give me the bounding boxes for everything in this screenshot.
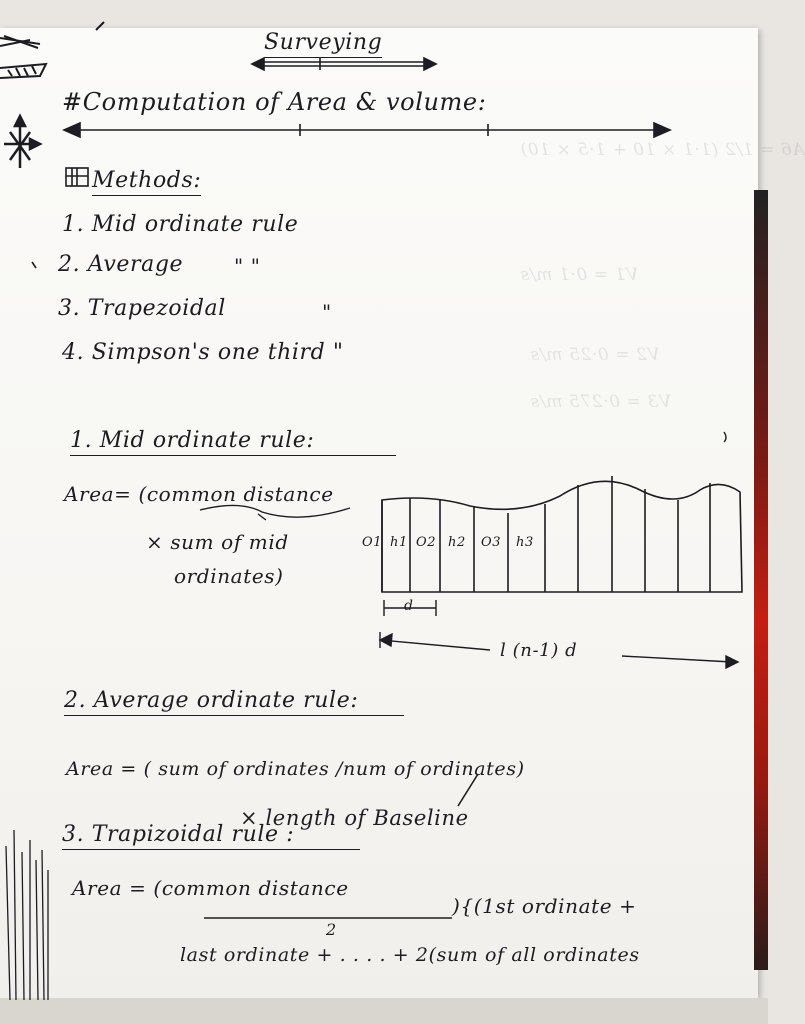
star-doodle-icon	[4, 116, 40, 168]
bleed-text-2: V1 = 0·1 m/s	[520, 265, 639, 285]
method-item-2: 2. Average	[58, 252, 184, 277]
average-formula-2: × length of Baseline	[240, 806, 469, 830]
mid-ordinate-formula-3: ordinates)	[174, 564, 284, 588]
method-item-3: 3. Trapezoidal	[58, 296, 226, 321]
diagram-label-o3: O3	[481, 535, 502, 550]
title-double-arrow	[252, 58, 436, 70]
diagram-label-h3: h3	[516, 535, 534, 550]
heading-double-arrow	[64, 123, 670, 137]
mid-ordinate-formula-2: × sum of mid	[146, 530, 289, 554]
corner-doodle	[0, 36, 46, 78]
diagram-label-h1: h1	[390, 535, 408, 550]
grass-doodle	[6, 830, 48, 1000]
method-item-2-ditto: " "	[234, 254, 261, 278]
average-formula-1: Area = ( sum of ordinates /num of ordinates)	[66, 758, 525, 780]
bleed-text-3: V2 = 0·25 m/s	[530, 345, 660, 365]
hash-box-icon	[66, 168, 88, 186]
methods-title: Methods:	[92, 168, 201, 196]
underline-wave	[200, 505, 350, 517]
diagram-label-d: d	[404, 598, 414, 614]
mid-ordinate-title: 1. Mid ordinate rule:	[70, 428, 396, 456]
diagram-label-h2: h2	[448, 535, 466, 550]
method-item-3-ditto: "	[322, 300, 332, 324]
diagram-label-o1: O1	[362, 535, 383, 550]
trapezoidal-title: 3. Trapizoidal rule :	[62, 822, 360, 850]
method-item-4: 4. Simpson's one third "	[62, 340, 344, 365]
page-title: Surveying	[264, 30, 382, 58]
top-mark	[96, 22, 104, 30]
trapezoidal-formula-denominator: 2	[326, 920, 337, 939]
bleed-text-4: V3 = 0·275 m/s	[530, 392, 672, 412]
trapezoidal-formula-1a: Area = (common distance	[72, 876, 349, 900]
mid-ordinate-diagram	[382, 476, 742, 592]
average-ordinate-title: 2. Average ordinate rule:	[64, 688, 404, 716]
mid-ordinate-formula-1: Area= (common distance	[64, 482, 334, 506]
trapezoidal-formula-1b: ){(1st ordinate +	[452, 894, 637, 918]
method-item-1: 1. Mid ordinate rule	[62, 212, 299, 237]
section-heading: #Computation of Area & volume:	[62, 88, 487, 116]
margin-mark	[724, 432, 726, 442]
fraction-mark	[258, 514, 266, 520]
margin-tick	[32, 262, 36, 268]
bleed-text-1: A6 = 1/2 (1·1 × 10 + 1·5 × 10)	[520, 140, 805, 160]
diagram-label-o2: O2	[416, 535, 437, 550]
diagram-label-length: l (n-1) d	[500, 640, 578, 661]
trapezoidal-formula-2: last ordinate + . . . . + 2(sum of all ordinates	[180, 944, 640, 966]
